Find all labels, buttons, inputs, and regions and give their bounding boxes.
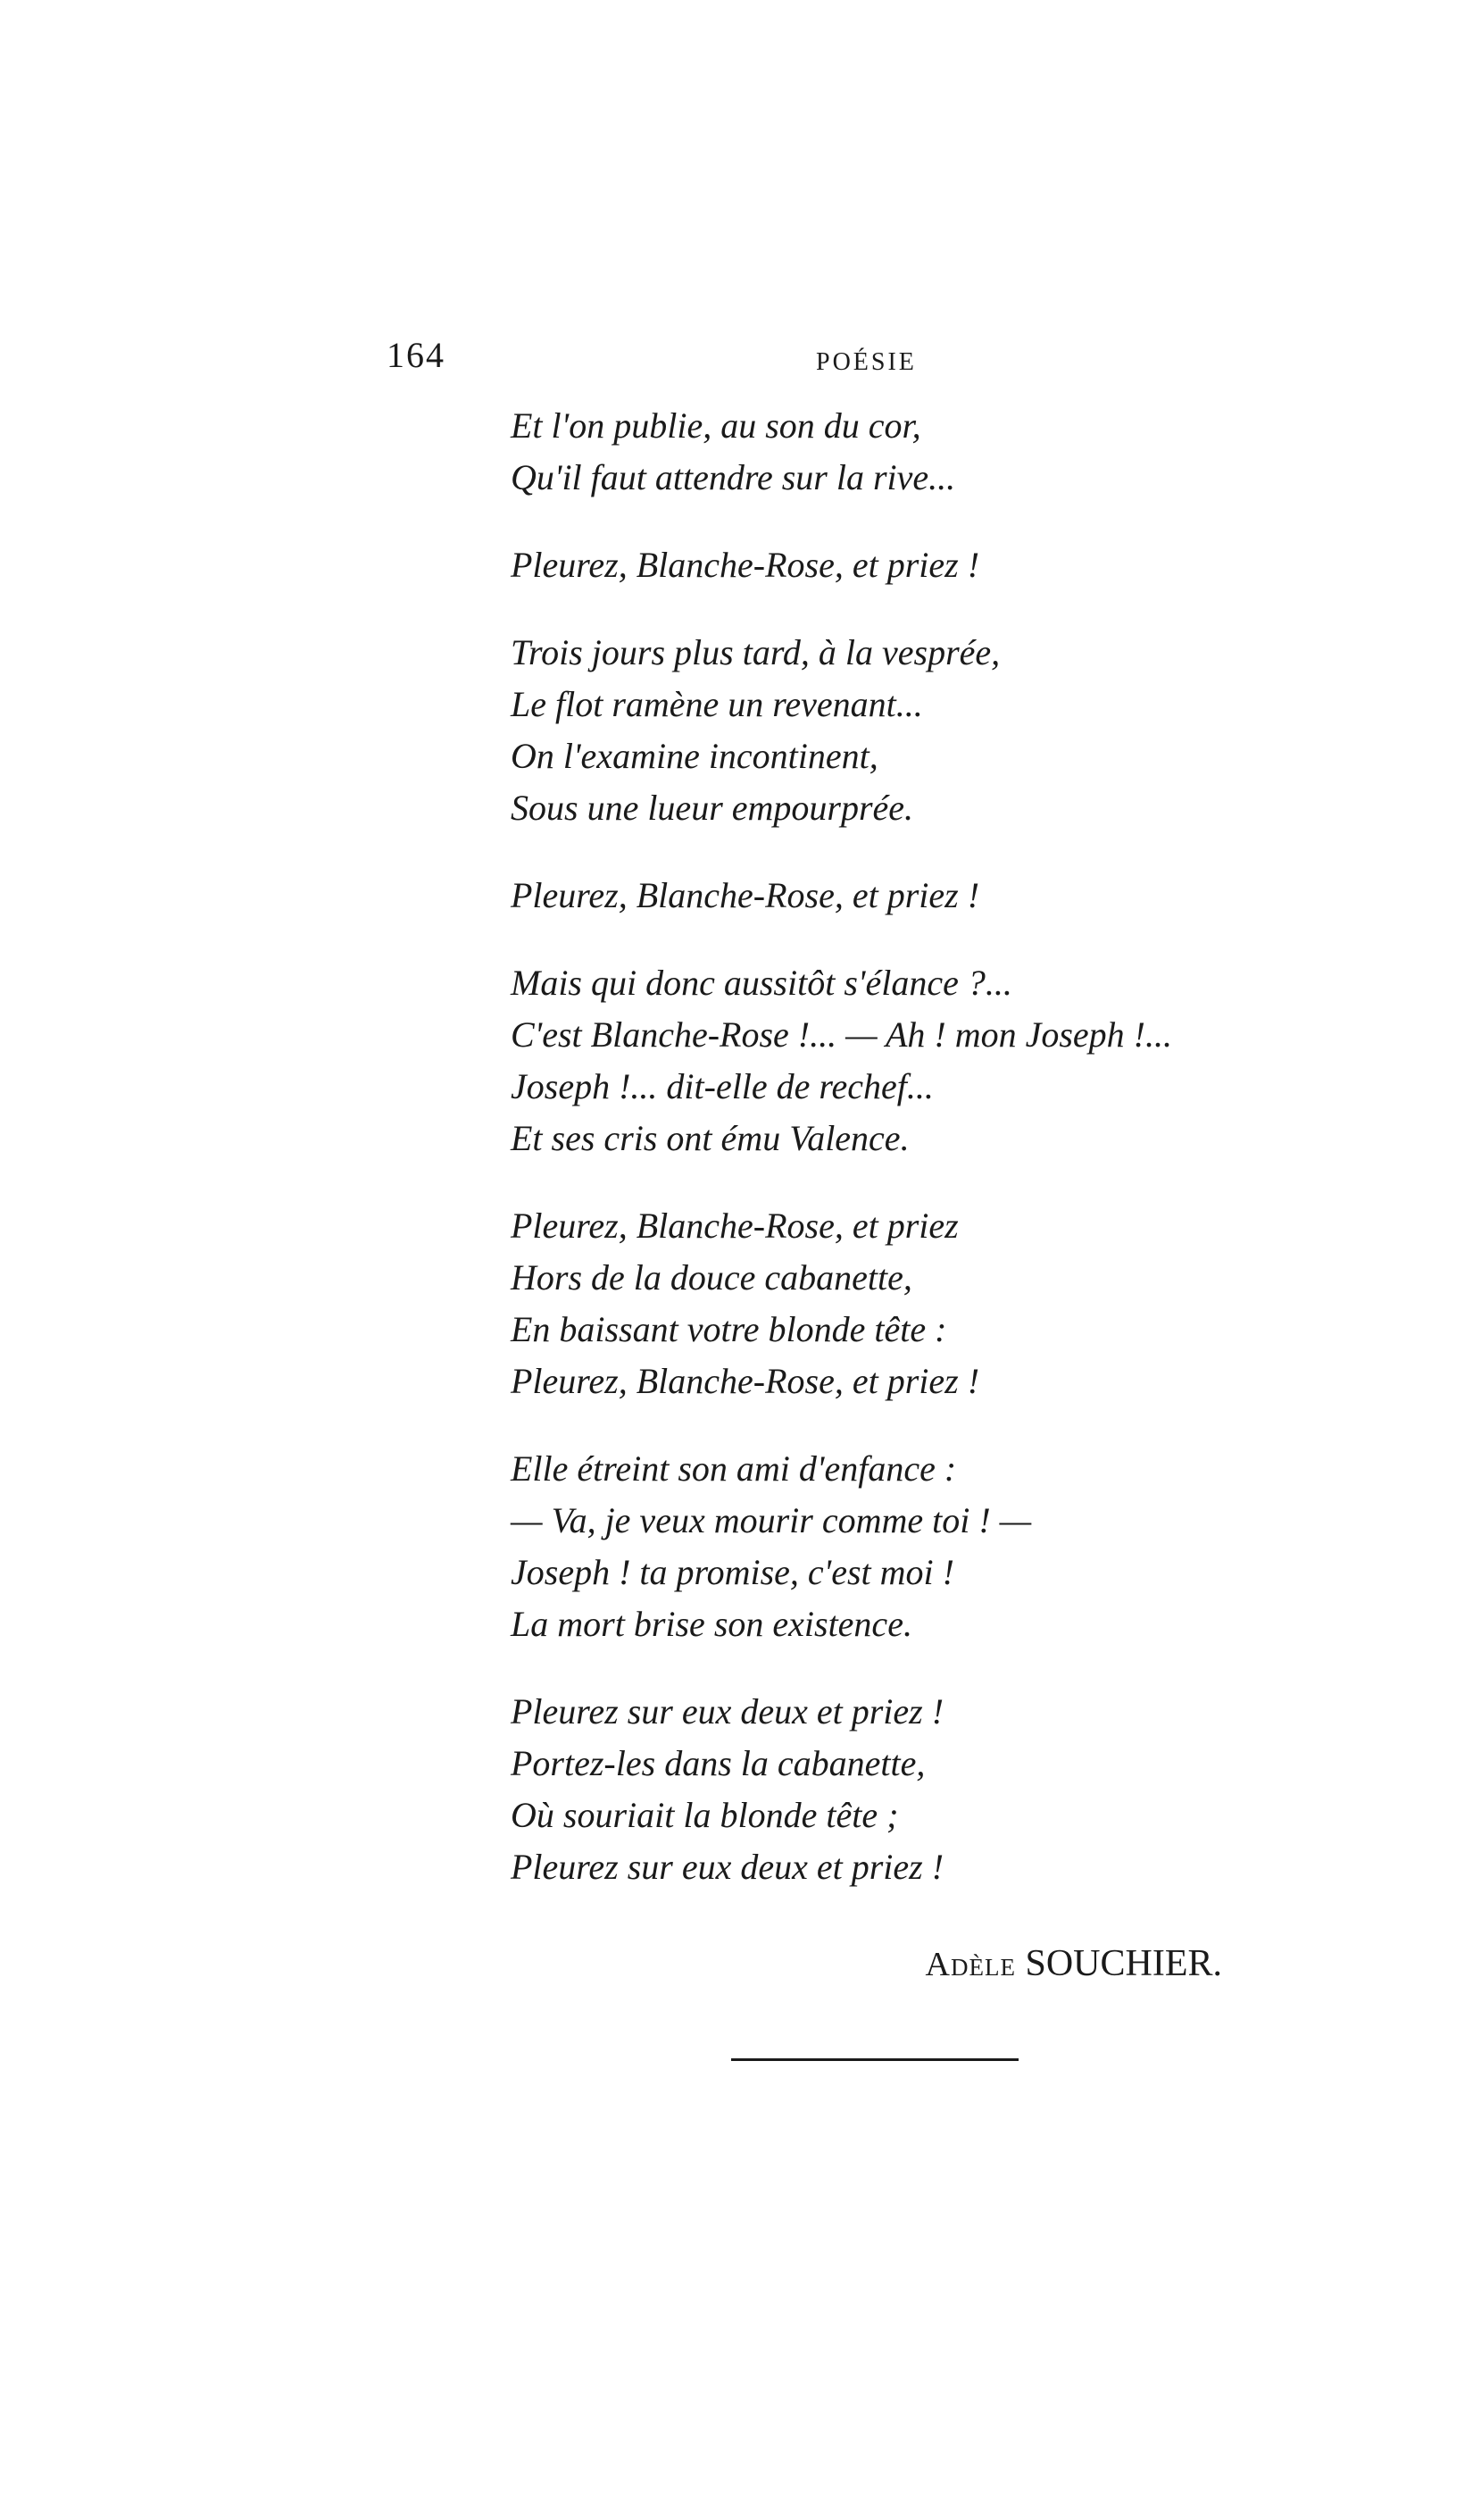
verse-line: Qu'il faut attendre sur la rive... xyxy=(511,457,956,497)
refrain xyxy=(511,870,1314,922)
verse-line: Joseph !... dit-elle de rechef... xyxy=(511,1066,934,1106)
verse-line: Portez-les dans la cabanette, xyxy=(511,1743,926,1783)
end-rule-divider xyxy=(731,2058,1019,2061)
verse-line: Où souriait la blonde tête ; xyxy=(511,1795,899,1835)
stanza xyxy=(511,1200,1314,1407)
author-first-name: Adèle xyxy=(925,1946,1016,1983)
verse-line: Pleurez sur eux deux et priez ! xyxy=(511,1847,944,1887)
verse-line: Elle étreint son ami d'enfance : xyxy=(511,1448,957,1489)
refrain xyxy=(511,539,1314,591)
stanza xyxy=(511,1686,1314,1893)
verse-line: Le flot ramène un revenant... xyxy=(511,684,923,724)
verse-line: Et l'on publie, au son du cor, xyxy=(511,405,921,446)
verse-line: En baissant votre blonde tête : xyxy=(511,1309,947,1349)
verse-line: Pleurez, Blanche-Rose, et priez ! xyxy=(511,875,980,915)
verse-line: Pleurez sur eux deux et priez ! xyxy=(511,1691,944,1731)
verse-line: Hors de la douce cabanette, xyxy=(511,1257,912,1298)
verse-line: Joseph ! ta promise, c'est moi ! xyxy=(511,1552,954,1592)
stanza xyxy=(511,627,1314,834)
stanza xyxy=(511,1443,1314,1650)
verse-line: Pleurez, Blanche-Rose, et priez ! xyxy=(511,545,980,585)
verse-line: Mais qui donc aussitôt s'élance ?... xyxy=(511,963,1012,1003)
page-number: 164 xyxy=(387,335,445,375)
verse-line: La mort brise son existence. xyxy=(511,1604,912,1644)
verse-line: C'est Blanche-Rose !... — Ah ! mon Joseph !... xyxy=(511,1014,1172,1055)
verse-line: Sous une lueur empourprée. xyxy=(511,788,914,828)
verse-line: Pleurez, Blanche-Rose, et priez xyxy=(511,1206,959,1246)
author-signature xyxy=(926,1945,1222,1982)
running-title: POÉSIE xyxy=(816,348,917,376)
verse-line: Et ses cris ont ému Valence. xyxy=(511,1118,910,1158)
stanza xyxy=(511,400,1314,504)
verse-line: On l'examine incontinent, xyxy=(511,736,878,776)
verse-line: Pleurez, Blanche-Rose, et priez ! xyxy=(511,1361,980,1401)
verse-line: — Va, je veux mourir comme toi ! — xyxy=(511,1500,1032,1540)
author-last-name: SOUCHIER. xyxy=(1025,1943,1222,1984)
stanza xyxy=(511,957,1314,1164)
verse-line: Trois jours plus tard, à la vesprée, xyxy=(511,632,1001,672)
poem-body xyxy=(511,400,1314,1893)
